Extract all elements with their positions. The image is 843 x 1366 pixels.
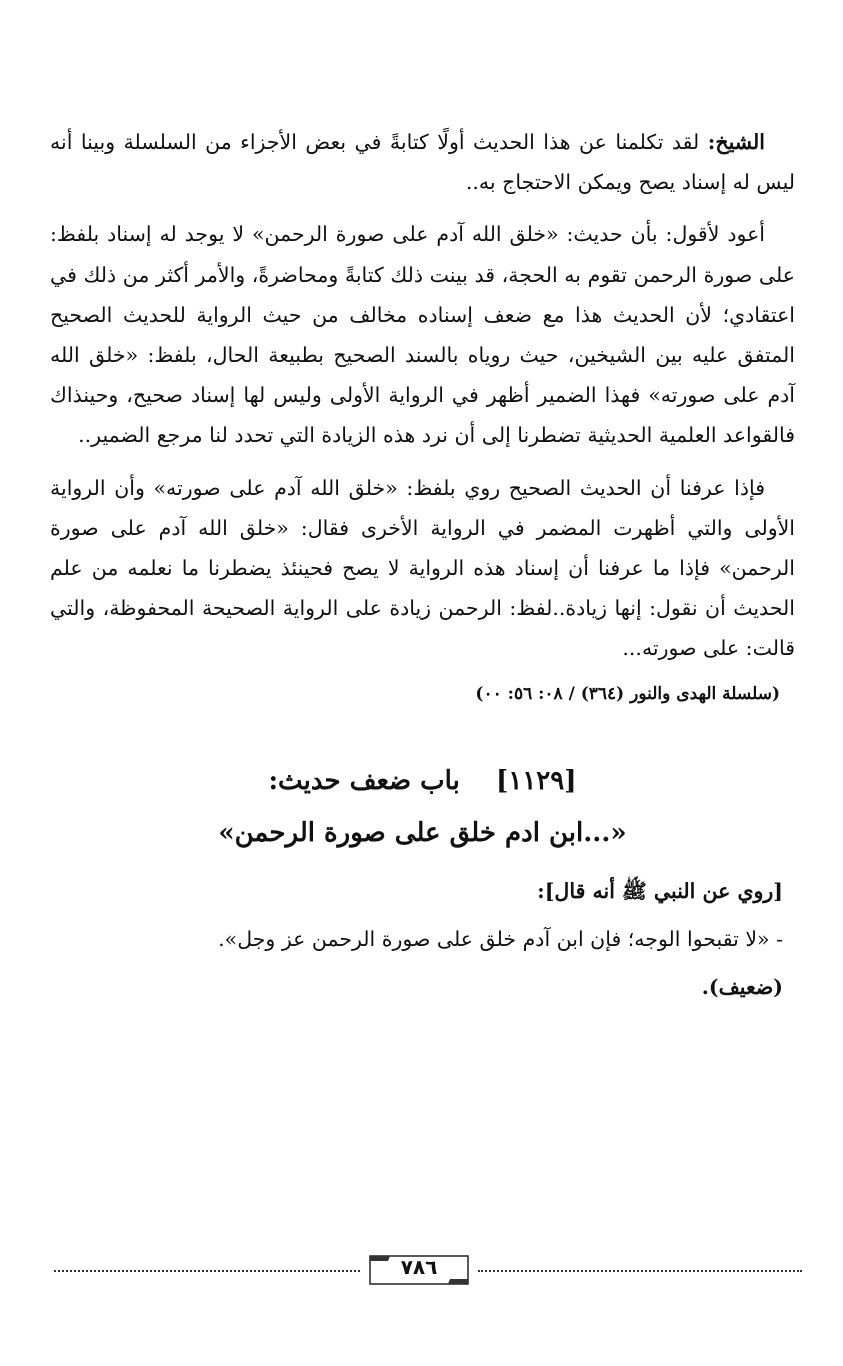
chapter-subtitle: «...ابن ادم خلق على صورة الرحمن» — [218, 817, 627, 848]
page-number: ٧٨٦ — [400, 1255, 438, 1279]
footer-divider-right — [478, 1270, 802, 1272]
paragraph-1 — [50, 122, 795, 202]
paragraph-2-text: أعود لأقول: بأن حديث: «خلق الله آدم على صورة الرحمن» لا يوجد له إسناد بلفظ: على صورة الرحمن تقوم به الحجة، قد بينت ذلك كتابةً ومحاضرةً، والأمر أكثر من ذلك في اعتقادي؛ لأن الحديث هذا مع ضعف إسناده مخالف من حيث الرواية للحديث الصحيح المتفق عليه بين الشيخين، حيث روياه بالسند الصحيح بطبيعة الحال، بلفظ: «خلق الله آدم على صورته» فهذا الضمير أظهر في الرواية الأولى وليس لها إسناد صحيح، وحينذاك فالقواعد العلمية الحديثية تضطرنا إلى أن نرد هذه الزيادة التي تحدد لنا مرجع الضمير.. — [50, 222, 795, 448]
chapter-title-line — [50, 755, 795, 807]
speaker-label: الشيخ: — [707, 130, 765, 154]
source-citation: (سلسلة الهدى والنور (٣٦٤) / ٠٨: ٥٦: ٠٠) — [475, 683, 780, 704]
chapter-title: باب ضعف حديث: — [268, 765, 460, 796]
paragraph-2 — [50, 214, 795, 455]
paragraph-1-text: لقد تكلمنا عن هذا الحديث أولًا كتابةً في بعض الأجزاء من السلسلة وبينا أنه ليس له إسناد يصح ويمكن الاحتجاج به.. — [50, 130, 795, 195]
hadith-grade: (ضعيف). — [701, 974, 783, 999]
footer-divider-left — [54, 1270, 360, 1272]
chapter-number: [١١٢٩] — [496, 765, 577, 796]
paragraph-3-text: فإذا عرفنا أن الحديث الصحيح روي بلفظ: «خلق الله آدم على صورته» وأن الرواية الأولى والتي أظهرت المضمر في الرواية الأخرى فقال: «خلق الله آدم على صورة الرحمن» فإذا ما عرفنا أن إسناد هذه الرواية لا يصح فحينئذ يضطرنا ما نعلمه من علم الحديث أن نقول: إنها زيادة..لفظ: الرحمن زيادة على الرواية الصحيحة المحفوظة، والتي قالت: على صورته... — [50, 475, 795, 661]
narration-intro: [روي عن النبي ﷺ أنه قال]: — [537, 878, 783, 903]
chapter-heading — [50, 755, 795, 859]
paragraph-3 — [50, 468, 795, 669]
page-body — [50, 122, 795, 1011]
page-number-frame — [366, 1252, 472, 1288]
page-footer — [54, 1246, 802, 1296]
hadith-text: - «لا تقبحوا الوجه؛ فإن ابن آدم خلق على صورة الرحمن عز وجل». — [218, 926, 783, 951]
